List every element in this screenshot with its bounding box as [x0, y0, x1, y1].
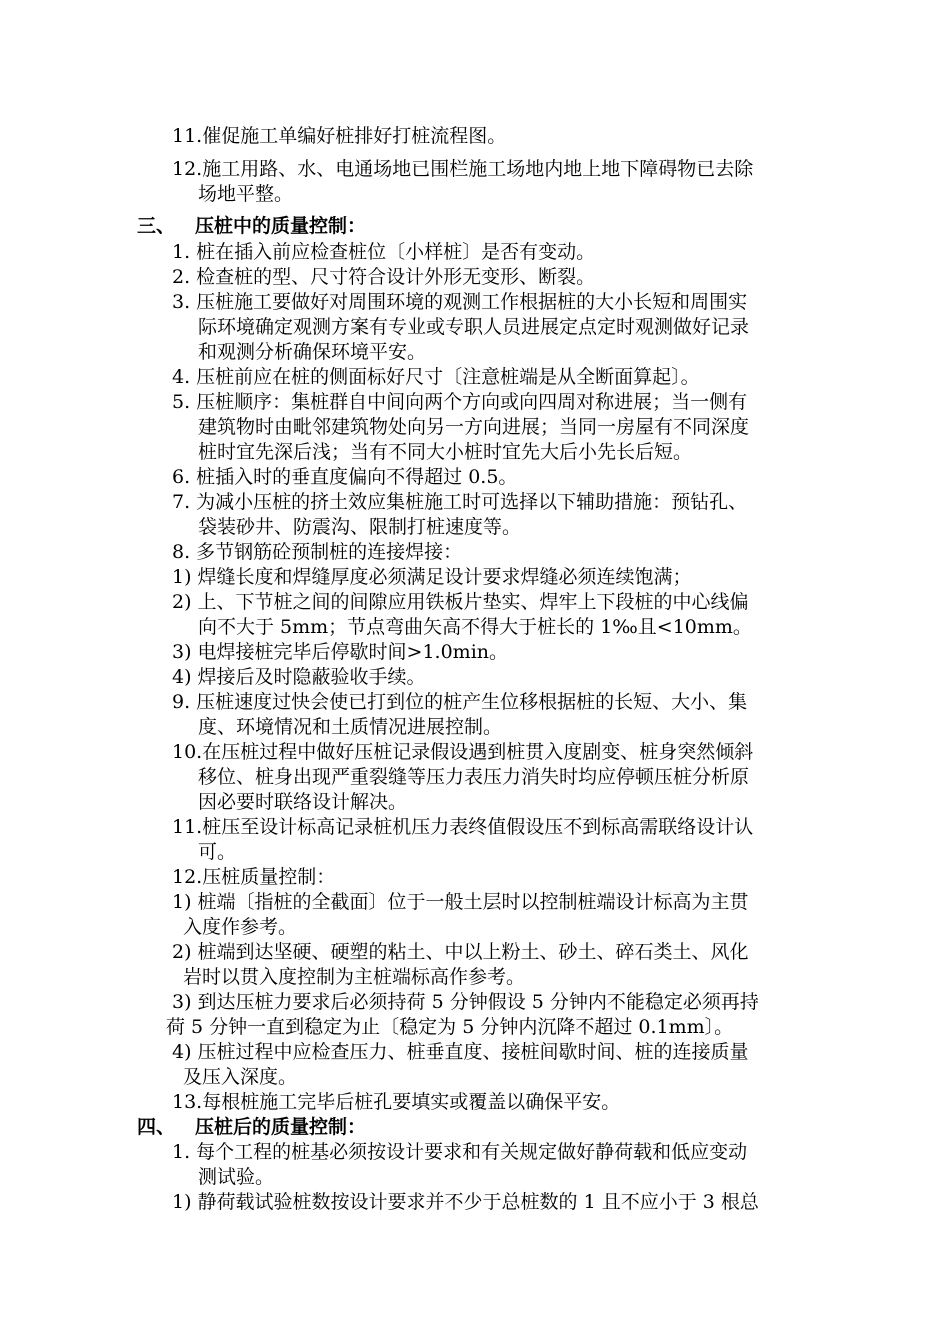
section-4-number: 四、: [137, 1116, 176, 1138]
sub-item: 1) 桩端〔指桩的全截面〕位于一般土层时以控制桩端设计标高为主贯: [172, 891, 749, 913]
list-item-cont: 移位、桩身出现严重裂缝等压力表压力消失时均应停顿压桩分析原: [198, 766, 750, 788]
list-item: 8. 多节钢筋砼预制桩的连接焊接：: [172, 541, 463, 563]
section-3-number: 三、: [137, 215, 176, 237]
list-item-cont: 测试验。: [198, 1166, 275, 1188]
sub-item: 2) 桩端到达坚硬、硬塑的粘土、中以上粉土、砂土、碎石类土、风化: [172, 941, 749, 963]
section-4-title: 压桩后的质量控制：: [195, 1116, 367, 1138]
list-item: 9. 压桩速度过快会使已打到位的桩产生位移根据桩的长短、大小、集: [172, 691, 748, 713]
list-item: 1. 每个工程的桩基必须按设计要求和有关规定做好静荷载和低应变动: [172, 1141, 748, 1163]
sub-item: 3) 电焊接桩完毕后停歇时间>1.0min。: [172, 641, 509, 663]
list-item: 3. 压桩施工要做好对周围环境的观测工作根据桩的大小长短和周围实: [172, 291, 748, 313]
list-item: 12.压桩质量控制：: [172, 866, 336, 888]
list-item-cont: 度、环境情况和土质情况进展控制。: [198, 716, 503, 738]
item-12-site: 12.施工用路、水、电通场地已围栏施工场地内地上地下障碍物已去除: [172, 158, 754, 180]
list-item-cont: 建筑物时由毗邻建筑物处向另一方向进展；当同一房屋有不同深度: [198, 416, 750, 438]
list-item: 1. 桩在插入前应检查桩位〔小样桩〕是否有变动。: [172, 241, 596, 263]
list-item-cont: 和观测分析确保环境平安。: [198, 341, 427, 363]
list-item: 4. 压桩前应在桩的侧面标好尺寸〔注意桩端是从全断面算起〕。: [172, 366, 700, 388]
sub-item: 1) 焊缝长度和焊缝厚度必须满足设计要求焊缝必须连续饱满；: [172, 566, 692, 588]
sub-item-cont: 入度作参考。: [183, 916, 298, 938]
list-item-cont: 袋装砂井、防震沟、限制打桩速度等。: [198, 516, 522, 538]
list-item: 11.桩压至设计标高记录桩机压力表终值假设压不到标高需联络设计认: [172, 816, 754, 838]
list-item-cont: 桩时宜先深后浅；当有不同大小桩时宜先大后小先长后短。: [198, 441, 693, 463]
list-item-cont: 因必要时联络设计解决。: [198, 791, 408, 813]
list-item: 10.在压桩过程中做好压桩记录假设遇到桩贯入度剧变、桩身突然倾斜: [172, 741, 754, 763]
sub-item: 4) 压桩过程中应检查压力、桩垂直度、接桩间歇时间、桩的连接质量: [172, 1041, 749, 1063]
section-3-title: 压桩中的质量控制：: [195, 215, 367, 237]
sub-item-cont: 及压入深度。: [183, 1066, 298, 1088]
list-item: 2. 检查桩的型、尺寸符合设计外形无变形、断裂。: [172, 266, 596, 288]
sub-item: 2) 上、下节桩之间的间隙应用铁板片垫实、焊牢上下段桩的中心线偏: [172, 591, 749, 613]
item-12-site-cont: 场地平整。: [198, 183, 294, 205]
list-item-cont: 可。: [198, 841, 237, 863]
list-item-cont: 际环境确定观测方案有专业或专职人员进展定点定时观测做好记录: [198, 316, 750, 338]
list-item: 6. 桩插入时的垂直度偏向不得超过 0.5。: [172, 466, 518, 488]
sub-item: 4) 焊接后及时隐蔽验收手续。: [172, 666, 426, 688]
sub-item-cont: 岩时以贯入度控制为主桩端标高作参考。: [183, 966, 526, 988]
item-11-prep: 11.催促施工单编好桩排好打桩流程图。: [172, 125, 507, 147]
sub-item-cont: 向不大于 5mm；节点弯曲矢高不得大于桩长的 1‰且<10mm。: [198, 616, 752, 638]
sub-item: 3) 到达压桩力要求后必须持荷 5 分钟假设 5 分钟内不能稳定必须再持: [172, 991, 759, 1013]
section-3-heading: [137, 214, 366, 239]
sub-item: 1) 静荷载试验桩数按设计要求并不少于总桩数的 1 且不应小于 3 根总: [172, 1191, 759, 1213]
section-4-heading: [137, 1115, 366, 1140]
list-item: 7. 为减小压桩的挤土效应集桩施工时可选择以下辅助措施：预钻孔、: [172, 491, 748, 513]
list-item: 13.每根桩施工完毕后桩孔要填实或覆盖以确保平安。: [172, 1091, 621, 1113]
list-item: 5. 压桩顺序：集桩群自中间向两个方向或向四周对称进展；当一侧有: [172, 391, 748, 413]
sub-item-cont: 荷 5 分钟一直到稳定为止〔稳定为 5 分钟内沉降不超过 0.1mm〕。: [166, 1016, 734, 1038]
